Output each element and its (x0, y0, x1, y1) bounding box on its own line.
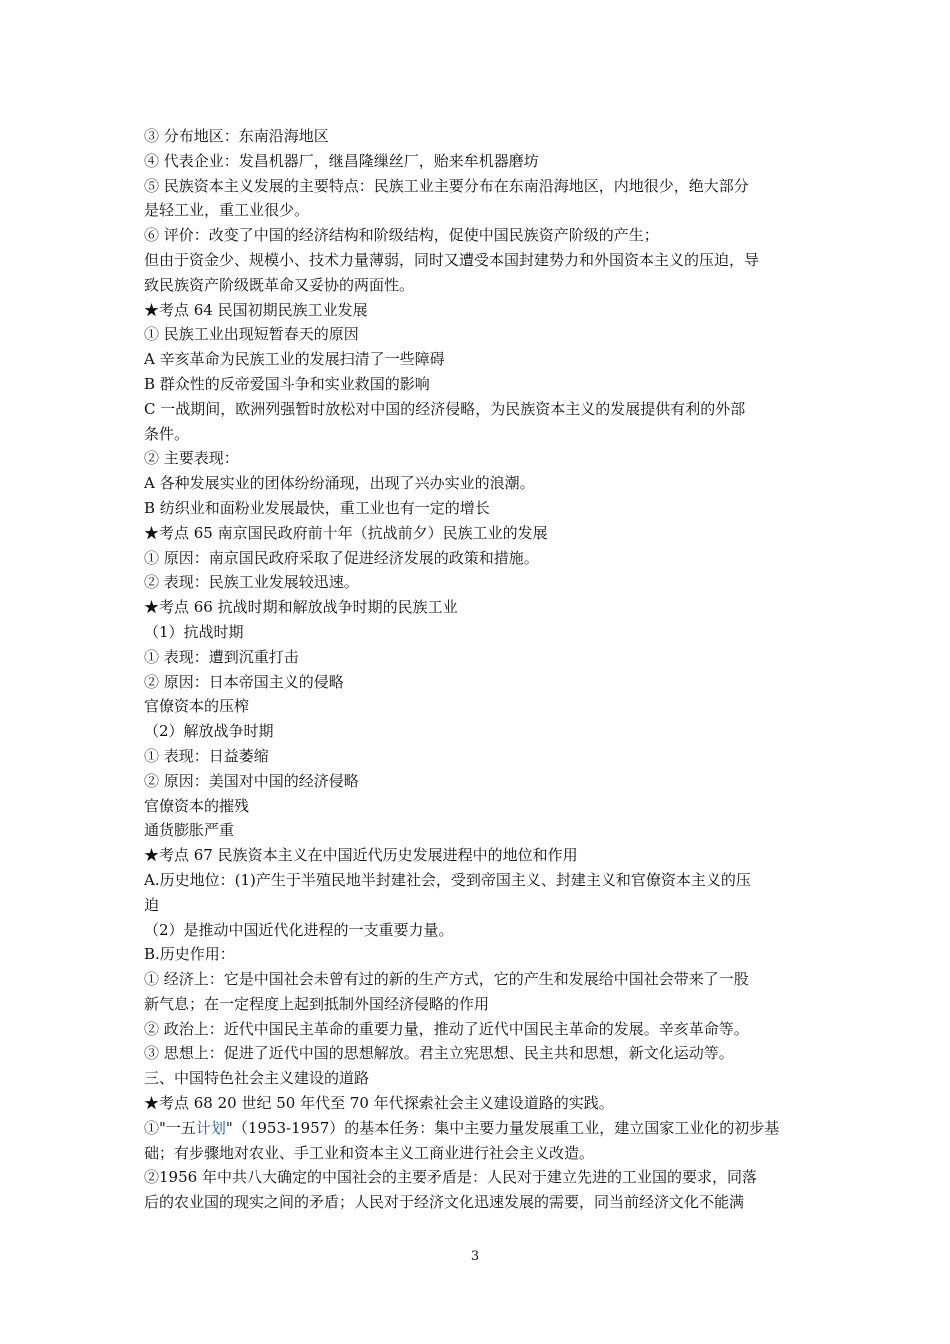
text-line: 后的农业国的现实之间的矛盾；人民对于经济文化迅速发展的需要，同当前经济文化不能满 (144, 1193, 745, 1212)
text-line: ② 原因：日本帝国主义的侵略 (144, 672, 344, 691)
text-line: A.历史地位：(1)产生于半殖民地半封建社会，受到帝国主义、封建主义和官僚资本主义的压 (144, 870, 751, 889)
text-line: ②1956 年中共八大确定的中国社会的主要矛盾是：人民对于建立先进的工业国的要求，同落 (144, 1168, 757, 1187)
text-line: ★考点 65 南京国民政府前十年（抗战前夕）民族工业的发展 (144, 523, 548, 542)
text-line: ① 经济上：它是中国社会未曾有过的新的生产方式，它的产生和发展给中国社会带来了一股 (144, 970, 749, 989)
text-line: A 各种发展实业的团体纷纷涌现，出现了兴办实业的浪潮。 (144, 474, 535, 493)
text-line: 是轻工业，重工业很少。 (144, 201, 310, 220)
text-line: （1）抗战时期 (144, 622, 244, 641)
text-line: ② 原因：美国对中国的经济侵略 (144, 771, 359, 790)
text-line: ② 政治上：近代中国民主革命的重要力量，推动了近代中国民主革命的发展。辛亥革命等。 (144, 1019, 749, 1038)
text-line: 迫 (144, 895, 160, 914)
text-line: 三、中国特色社会主义建设的道路 (144, 1069, 370, 1088)
text-line: 致民族资产阶级既革命又妥协的两面性。 (144, 275, 415, 294)
plan-line-prefix: ①"一五 (144, 1118, 196, 1137)
text-line: ③ 思想上：促进了近代中国的思想解放。君主立宪思想、民主共和思想，新文化运动等。 (144, 1044, 734, 1063)
text-line: 官僚资本的摧残 (144, 796, 250, 815)
five-year-plan-line (144, 1116, 812, 1141)
text-line: ★考点 68 20 世纪 50 年代至 70 年代探索社会主义建设道路的实践。 (144, 1094, 614, 1113)
text-line: ★考点 67 民族资本主义在中国近代历史发展进程中的地位和作用 (144, 846, 578, 865)
text-line: 但由于资金少、规模小、技术力量薄弱，同时又遭受本国封建势力和外国资本主义的压迫，导 (144, 250, 760, 269)
text-line: ① 表现：遭到沉重打击 (144, 647, 299, 666)
text-line: B.历史作用： (144, 945, 235, 964)
text-line: ④ 代表企业：发昌机器厂，继昌隆缫丝厂，贻来牟机器磨坊 (144, 151, 539, 170)
text-line: 础；有步骤地对农业、手工业和资本主义工商业进行社会主义改造。 (144, 1143, 595, 1162)
document-body (144, 124, 812, 1215)
text-line: 官僚资本的压榨 (144, 697, 250, 716)
text-line: ③ 分布地区：东南沿海地区 (144, 127, 329, 145)
text-line: ★考点 64 民国初期民族工业发展 (144, 300, 368, 319)
plan-line-suffix: "（1953-1957）的基本任务：集中主要力量发展重工业，建立国家工业化的初步基 (225, 1118, 780, 1137)
text-line: ② 主要表现： (144, 449, 239, 468)
text-line: 新气息；在一定程度上起到抵制外国经济侵略的作用 (144, 994, 490, 1013)
text-line: （2）是推动中国近代化进程的一支重要力量。 (144, 920, 454, 939)
text-line: （2）解放战争时期 (144, 722, 274, 741)
plan-link[interactable]: 计划 (195, 1118, 226, 1137)
page-number: 3 (470, 1249, 480, 1264)
text-line: B 群众性的反帝爱国斗争和实业救国的影响 (144, 374, 430, 393)
text-line: C 一战期间，欧洲列强暂时放松对中国的经济侵略，为民族资本主义的发展提供有利的外部 (144, 399, 746, 418)
text-line: ⑤ 民族资本主义发展的主要特点：民族工业主要分布在东南沿海地区，内地很少，绝大部分 (144, 176, 749, 195)
text-line: ① 原因：南京国民政府采取了促进经济发展的政策和措施。 (144, 548, 539, 567)
text-line: ② 表现：民族工业发展较迅速。 (144, 573, 359, 592)
text-line: 通货膨胀严重 (144, 821, 235, 840)
text-line: ① 表现：日益萎缩 (144, 746, 269, 765)
text-line: 条件。 (144, 424, 190, 443)
text-line: ① 民族工业出现短暂春天的原因 (144, 325, 359, 344)
text-line: A 辛亥革命为民族工业的发展扫清了一些障碍 (144, 350, 445, 369)
text-line: B 纺织业和面粉业发展最快，重工业也有一定的增长 (144, 498, 490, 517)
text-line: ★考点 66 抗战时期和解放战争时期的民族工业 (144, 598, 458, 617)
text-line: ⑥ 评价：改变了中国的经济结构和阶级结构，促使中国民族资产阶级的产生； (144, 226, 659, 245)
